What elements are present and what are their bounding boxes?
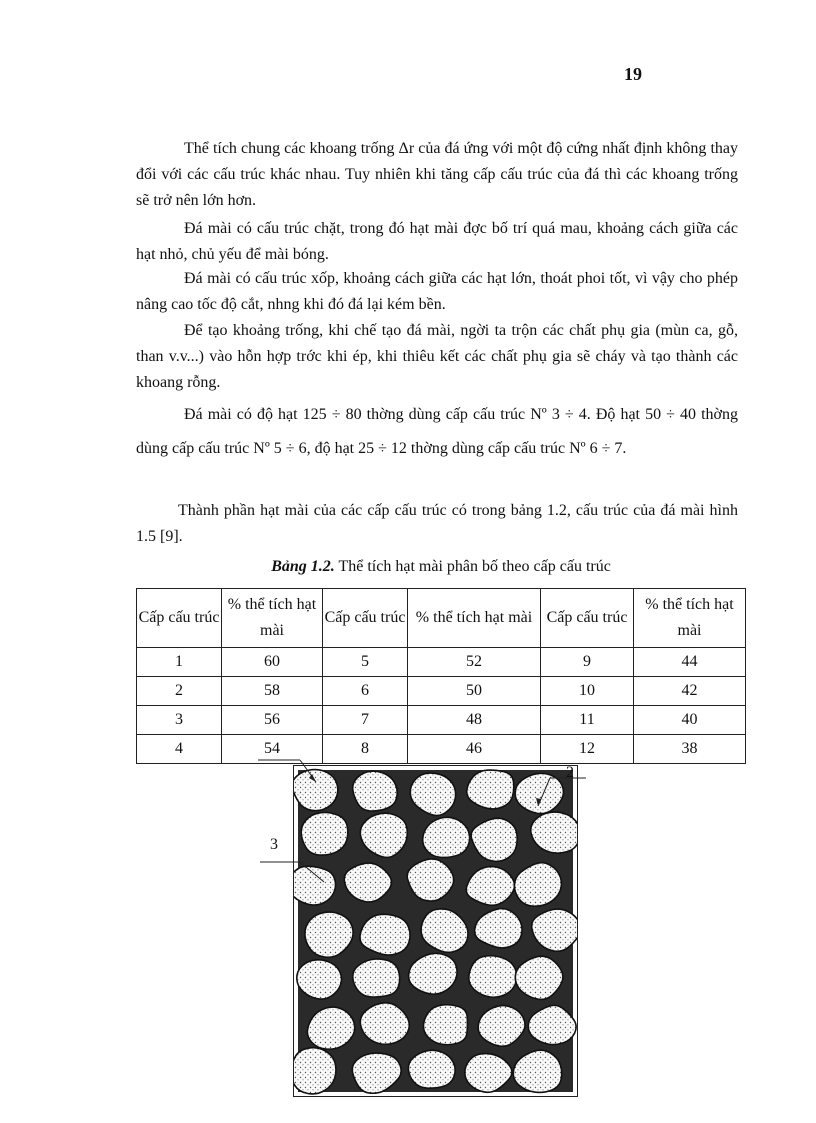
table-cell: 58 [222,677,323,706]
table-cell: 48 [408,706,541,735]
header-cell: Cấp cấu trúc [137,589,222,648]
table-cell: 8 [323,735,408,764]
table-cell: 6 [323,677,408,706]
table-caption-text: Thể tích hạt mài phân bố theo cấp cấu trúc [334,558,611,575]
header-cell: % thể tích hạt mài [222,589,323,648]
paragraph-1: Thể tích chung các khoang trống Δr của đá ứng với một độ cứng nhất định không thay đổi với các cấu trúc khác nhau. Tuy nhiên khi tăng cấp cấu trúc của đá thì các khoang trống sẽ trở nên lớn hơn. [136,140,738,209]
header-cell: Cấp cấu trúc [323,589,408,648]
page-number: 19 [624,64,642,84]
table-cell: 10 [541,677,634,706]
header-cell: % thể tích hạt mài [634,589,746,648]
abrasive-grain [294,1048,336,1094]
paragraph-4: Để tạo khoảng trống, khi chế tạo đá mài, ngời ta trộn các chất phụ gia (mùn ca, gỗ, than v.v...) vào hỗn hợp trớc khi ép, khi thiêu kết các chất phụ gia sẽ cháy và tạo thành các khoang rỗng. [136,322,738,391]
table-cell: 50 [408,677,541,706]
header-cell: % thể tích hạt mài [408,589,541,648]
table-cell: 11 [541,706,634,735]
table-cell: 46 [408,735,541,764]
figure-leader-lines [250,752,610,892]
header-cell: Cấp cấu trúc [541,589,634,648]
table-row [137,677,746,706]
table-caption [136,558,746,576]
abrasive-grain [469,956,517,998]
table-cell: 56 [222,706,323,735]
table-cell: 4 [137,735,222,764]
table-header-row [137,589,746,648]
table-cell: 3 [137,706,222,735]
abrasive-grain [408,1050,455,1088]
table-cell: 2 [137,677,222,706]
table-cell: 12 [541,735,634,764]
table-cell: 38 [634,735,746,764]
abrasive-grain [360,914,410,955]
table-cell: 42 [634,677,746,706]
table-caption-label: Bảng 1.2. [271,558,335,575]
table-cell: 44 [634,648,746,677]
table-cell: 40 [634,706,746,735]
table-cell: 7 [323,706,408,735]
table-cell: 1 [137,648,222,677]
abrasive-grain [353,959,400,997]
table-cell: 9 [541,648,634,677]
paragraph-5: Đá mài có độ hạt 125 ÷ 80 thờng dùng cấp cấu trúc Nº 3 ÷ 4. Độ hạt 50 ÷ 40 thờng dùng cấp cấu trúc Nº 5 ÷ 6, độ hạt 25 ÷ 12 thờng dùng cấp cấu trúc Nº 6 ÷ 7. [136,406,738,457]
table-cell: 54 [222,735,323,764]
table-row [137,648,746,677]
table-cell: 5 [323,648,408,677]
paragraph-3: Đá mài có cấu trúc xốp, khoảng cách giữa các hạt lớn, thoát phoi tốt, vì vậy cho phép nâng cao tốc độ cắt, nhng khi đó đá lại kém bền. [136,270,738,313]
table-row [137,706,746,735]
paragraph-6: Thành phần hạt mài của các cấp cấu trúc có trong bảng 1.2, cấu trúc của đá mài hình 1.5 [9]. [136,502,738,545]
table-cell: 60 [222,648,323,677]
figure-label-2: 2 [566,764,574,781]
abrasive-grain [423,1005,467,1045]
paragraph-2: Đá mài có cấu trúc chặt, trong đó hạt mài đợc bố trí quá mau, khoảng cách giữa các hạt nhỏ, chủ yếu để mài bóng. [136,220,738,263]
structure-table [136,588,746,764]
table-cell: 52 [408,648,541,677]
figure-label-3: 3 [270,836,278,853]
